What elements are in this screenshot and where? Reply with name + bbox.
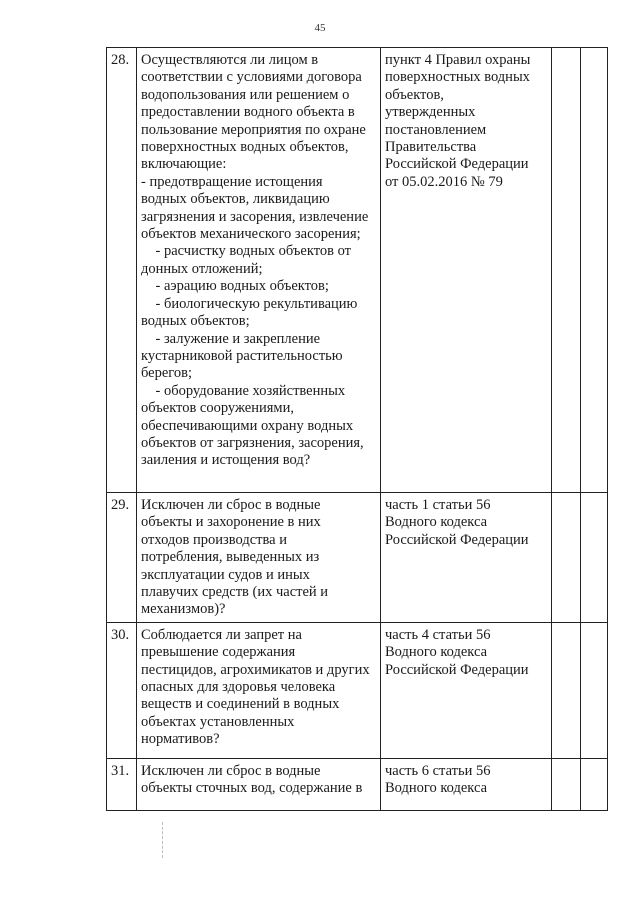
- reference-line: объектов,: [385, 86, 444, 103]
- question-line: заиления и истощения вод?: [141, 452, 311, 469]
- reference-line: Российской Федерации: [385, 156, 529, 173]
- question-line: пестицидов, агрохимикатов и других: [141, 661, 370, 678]
- reference-line: часть 1 статьи 56: [385, 497, 491, 513]
- reference-line: часть 6 статьи 56: [385, 762, 491, 779]
- reference-cell: [381, 493, 552, 623]
- question-line: механизмов)?: [141, 601, 226, 618]
- empty-cell-2: [581, 622, 608, 758]
- question-line: донных отложений;: [141, 260, 263, 277]
- reference-line: Российской Федерации: [385, 661, 529, 678]
- reference-line: постановлением: [385, 121, 487, 138]
- question-line: водопользования или решением о: [141, 86, 350, 103]
- question-line: нормативов?: [141, 731, 220, 748]
- reference-cell: [381, 622, 552, 758]
- table-row: [107, 48, 608, 493]
- reference-line: Правительства: [385, 139, 477, 156]
- empty-cell-2: [581, 493, 608, 623]
- question-line: объектов от загрязнения, засорения,: [141, 434, 364, 451]
- question-line: - оборудование хозяйственных: [141, 382, 346, 399]
- empty-cell-2: [581, 48, 608, 493]
- reference-cell: [381, 758, 552, 810]
- question-line: Исключен ли сброс в водные: [141, 497, 321, 513]
- question-line: - залужение и закрепление: [141, 330, 321, 347]
- question-cell: [137, 493, 381, 623]
- row-number: 28.: [107, 48, 137, 493]
- question-line: потребления, выведенных из: [141, 549, 320, 566]
- reference-line: утвержденных: [385, 104, 476, 121]
- question-line: включающие:: [141, 156, 227, 173]
- reference-line: Водного кодекса: [385, 644, 488, 661]
- table-row: [107, 493, 608, 623]
- question-line: - предотвращение истощения: [141, 173, 323, 190]
- scan-artifact-mark: [162, 822, 164, 858]
- question-line: водных объектов, ликвидацию: [141, 191, 330, 208]
- question-line: - аэрацию водных объектов;: [141, 278, 329, 295]
- table-row: [107, 758, 608, 810]
- question-line: - расчистку водных объектов от: [141, 243, 351, 260]
- question-line: превышение содержания: [141, 644, 296, 661]
- empty-cell-1: [552, 758, 581, 810]
- question-line: объектов сооружениями,: [141, 400, 294, 417]
- question-line: Осуществляются ли лицом в: [141, 52, 319, 68]
- empty-cell-1: [552, 622, 581, 758]
- question-line: берегов;: [141, 365, 193, 382]
- checklist-table-body: [107, 48, 608, 811]
- question-line: объекты и захоронение в них: [141, 514, 321, 531]
- question-line: поверхностных водных объектов,: [141, 139, 349, 156]
- question-line: загрязнения и засорения, извлечение: [141, 208, 369, 225]
- row-number: 29.: [107, 493, 137, 623]
- question-cell: [137, 622, 381, 758]
- reference-line: пункт 4 Правил охраны: [385, 52, 531, 68]
- question-line: эксплуатации судов и иных: [141, 566, 310, 583]
- question-cell: [137, 48, 381, 493]
- reference-line: поверхностных водных: [385, 69, 530, 86]
- row-number: 30.: [107, 622, 137, 758]
- question-cell: [137, 758, 381, 810]
- question-line: кустарниковой растительностью: [141, 347, 343, 364]
- question-line: водных объектов;: [141, 313, 250, 330]
- page-number: 45: [314, 22, 326, 34]
- question-line: обеспечивающими охрану водных: [141, 417, 354, 434]
- reference-line: Водного кодекса: [385, 780, 488, 797]
- question-line: Исключен ли сброс в водные: [141, 762, 321, 779]
- question-line: опасных для здоровья человека: [141, 679, 336, 696]
- question-line: отходов производства и: [141, 531, 287, 548]
- empty-cell-1: [552, 48, 581, 493]
- question-line: плавучих средств (их частей и: [141, 584, 329, 601]
- reference-line: от 05.02.2016 № 79: [385, 173, 503, 190]
- question-line: веществ и соединений в водных: [141, 696, 340, 713]
- empty-cell-1: [552, 493, 581, 623]
- question-line: объектах установленных: [141, 713, 295, 730]
- reference-cell: [381, 48, 552, 493]
- reference-line: Российской Федерации: [385, 531, 529, 548]
- table-row: [107, 622, 608, 758]
- row-number: 31.: [107, 758, 137, 810]
- question-line: объектов механического засорения;: [141, 226, 361, 243]
- reference-line: Водного кодекса: [385, 514, 488, 531]
- question-line: - биологическую рекультивацию: [141, 295, 358, 312]
- question-line: объекты сточных вод, содержание в: [141, 780, 363, 797]
- question-line: пользование мероприятия по охране: [141, 121, 366, 138]
- question-line: соответствии с условиями договора: [141, 69, 362, 86]
- question-line: Соблюдается ли запрет на: [141, 626, 302, 643]
- question-line: предоставлении водного объекта в: [141, 104, 355, 121]
- reference-line: часть 4 статьи 56: [385, 626, 491, 643]
- empty-cell-2: [581, 758, 608, 810]
- checklist-table: [106, 47, 608, 811]
